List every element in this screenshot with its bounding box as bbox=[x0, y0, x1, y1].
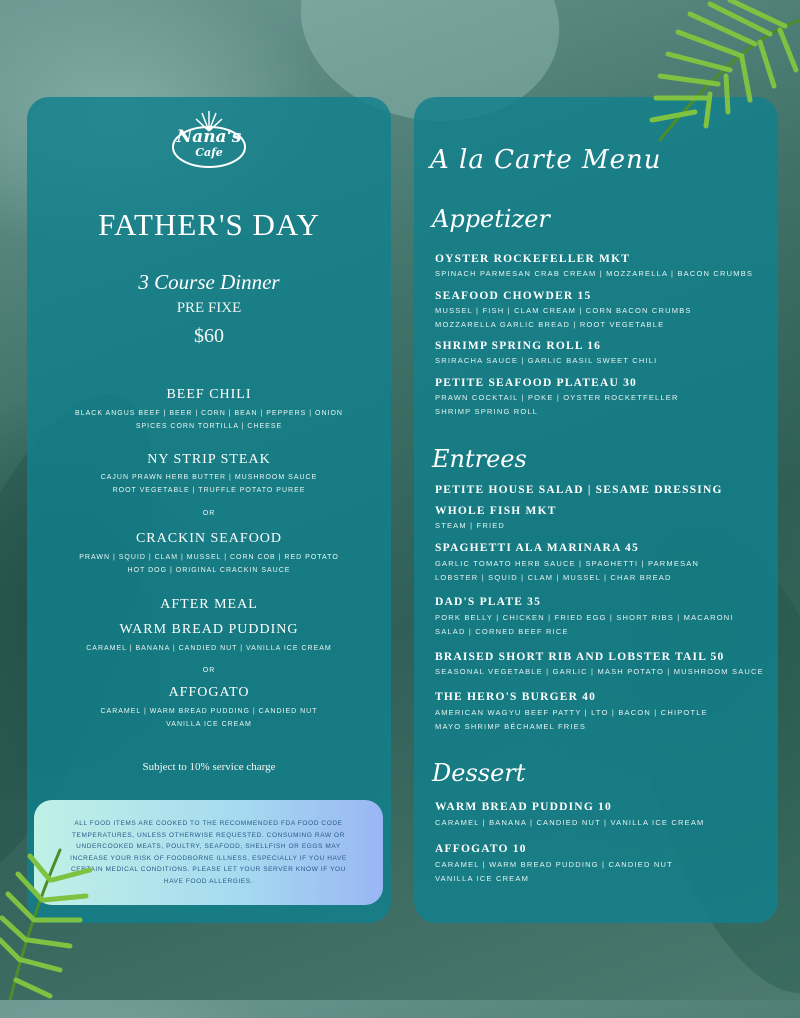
prefix-label: PRE FIXE bbox=[176, 300, 242, 316]
menu-item-desc: LOBSTER | SQUID | CLAM | MUSSEL | CHAR BREAD bbox=[435, 573, 672, 582]
menu-item-desc: SEASONAL VEGETABLE | GARLIC | MASH POTATO | MUSHROOM SAUCE bbox=[435, 667, 764, 676]
menu-item-name: PETITE SEAFOOD PLATEAU 30 bbox=[435, 377, 637, 389]
menu-item-name: SHRIMP SPRING ROLL 16 bbox=[435, 340, 602, 352]
menu-item-name: WHOLE FISH MKT bbox=[435, 505, 557, 517]
menu-item-desc: PRAWN COCKTAIL | POKE | OYSTER ROCKETFELLER bbox=[435, 393, 679, 402]
menu-item-desc: AMERICAN WAGYU BEEF PATTY | LTO | BACON | CHIPOTLE bbox=[435, 708, 708, 717]
menu-item-name: DAD'S PLATE 35 bbox=[435, 596, 542, 608]
menu-item-name: AFFOGATO 10 bbox=[435, 843, 527, 855]
menu-item-name: WARM BREAD PUDDING bbox=[119, 622, 299, 637]
menu-item-desc: BLACK ANGUS BEEF | BEER | CORN | BEAN | PEPPERS | ONION bbox=[75, 410, 343, 417]
menu-item-name: NY STRIP STEAK bbox=[147, 452, 271, 467]
menu-item-desc: VANILLA ICE CREAM bbox=[435, 874, 530, 883]
section-heading-appetizer: Appetizer bbox=[432, 205, 550, 233]
menu-item-name: BRAISED SHORT RIB AND LOBSTER TAIL 50 bbox=[435, 651, 725, 663]
menu-item-name: BEEF CHILI bbox=[166, 387, 252, 402]
menu-item-desc: SPICES CORN TORTILLA | CHEESE bbox=[135, 423, 283, 430]
menu-item-desc: VANILLA ICE CREAM bbox=[166, 721, 252, 728]
menu-item-name: WARM BREAD PUDDING 10 bbox=[435, 801, 612, 813]
or-separator: OR bbox=[202, 510, 216, 517]
menu-item-name: SPAGHETTI ALA MARINARA 45 bbox=[435, 542, 639, 554]
menu-item-desc: STEAM | FRIED bbox=[435, 521, 506, 530]
food-safety-text: ALL FOOD ITEMS ARE COOKED TO THE RECOMMENDED FDA FOOD CODE TEMPERATURES, UNLESS OTHERWISE REQUESTED. CONSUMING RAW OR UNDERCOOKED MEATS, POULTRY, SEAFOOD, SHELLFISH OR EGGS MAY INCREASE YOUR RISK OF FOODBORNE ILLNESS, ESPECIALLY IF YOU HAVE CERTAIN MEDICAL CONDITIONS. PLEASE LET YOUR SERVER KNOW IF YOU HAVE FOOD ALLERGIES. bbox=[70, 820, 347, 885]
menu-item-name: CRACKIN SEAFOOD bbox=[135, 531, 283, 546]
fathers-day-menu-panel bbox=[27, 97, 391, 923]
a-la-carte-title: A la Carte Menu bbox=[430, 145, 662, 175]
menu-item-desc: MAYO SHRIMP BÉCHAMEL FRIES bbox=[435, 722, 587, 731]
price-label: $60 bbox=[194, 325, 224, 347]
menu-item-name: OYSTER ROCKEFELLER MKT bbox=[435, 253, 631, 265]
menu-item-desc: GARLIC TOMATO HERB SAUCE | SPAGHETTI | PARMESAN bbox=[435, 559, 700, 568]
menu-item-desc: CARAMEL | BANANA | CANDIED NUT | VANILLA ICE CREAM bbox=[86, 645, 332, 652]
brand-logo bbox=[27, 109, 391, 160]
or-separator: OR bbox=[202, 667, 216, 674]
menu-item-desc: HOT DOG | ORIGINAL CRACKIN SAUCE bbox=[127, 567, 291, 574]
menu-item-desc: SPINACH PARMESAN CRAB CREAM | MOZZARELLA | BACON CRUMBS bbox=[435, 269, 754, 278]
section-heading-dessert: Dessert bbox=[432, 759, 526, 787]
menu-item-desc: MOZZARELLA GARLIC BREAD | ROOT VEGETABLE bbox=[435, 320, 665, 329]
menu-item-desc: SALAD | CORNED BEEF RICE bbox=[435, 627, 569, 636]
page-title: FATHER'S DAY bbox=[98, 207, 320, 242]
menu-item-desc: CAJUN PRAWN HERB BUTTER | MUSHROOM SAUCE bbox=[100, 474, 318, 481]
menu-item-desc: PORK BELLY | CHICKEN | FRIED EGG | SHORT RIBS | MACARONI bbox=[435, 613, 734, 622]
menu-item-name: AFFOGATO bbox=[168, 685, 250, 700]
section-heading-entrees: Entrees bbox=[432, 445, 527, 473]
brand-name: Nana's bbox=[176, 127, 242, 147]
menu-item-desc: SHRIMP SPRING ROLL bbox=[435, 407, 539, 416]
menu-item-desc: CARAMEL | WARM BREAD PUDDING | CANDIED NUT bbox=[100, 708, 318, 715]
menu-item-desc: SRIRACHA SAUCE | GARLIC BASIL SWEET CHILI bbox=[435, 356, 658, 365]
brand-subname: Cafe bbox=[195, 146, 223, 159]
menu-item-desc: ROOT VEGETABLE | TRUFFLE POTATO PUREE bbox=[112, 487, 306, 494]
palm-frond-icon bbox=[560, 0, 800, 160]
menu-item-desc: CARAMEL | WARM BREAD PUDDING | CANDIED NUT bbox=[435, 860, 673, 869]
menu-item-name: SEAFOOD CHOWDER 15 bbox=[435, 290, 592, 302]
menu-item-desc: MUSSEL | FISH | CLAM CREAM | CORN BACON CRUMBS bbox=[435, 306, 692, 315]
menu-item-desc: PRAWN | SQUID | CLAM | MUSSEL | CORN COB | RED POTATO bbox=[79, 554, 339, 561]
service-charge-note: Subject to 10% service charge bbox=[142, 761, 276, 773]
menu-item-desc: CARAMEL | BANANA | CANDIED NUT | VANILLA ICE CREAM bbox=[435, 818, 705, 827]
menu-item-name: PETITE HOUSE SALAD | SESAME DRESSING bbox=[435, 484, 723, 496]
palm-frond-icon bbox=[0, 840, 120, 1000]
after-meal-heading: AFTER MEAL bbox=[160, 597, 258, 612]
course-label: 3 Course Dinner bbox=[138, 270, 280, 294]
a-la-carte-panel bbox=[414, 97, 778, 923]
menu-item-name: THE HERO'S BURGER 40 bbox=[435, 691, 597, 703]
